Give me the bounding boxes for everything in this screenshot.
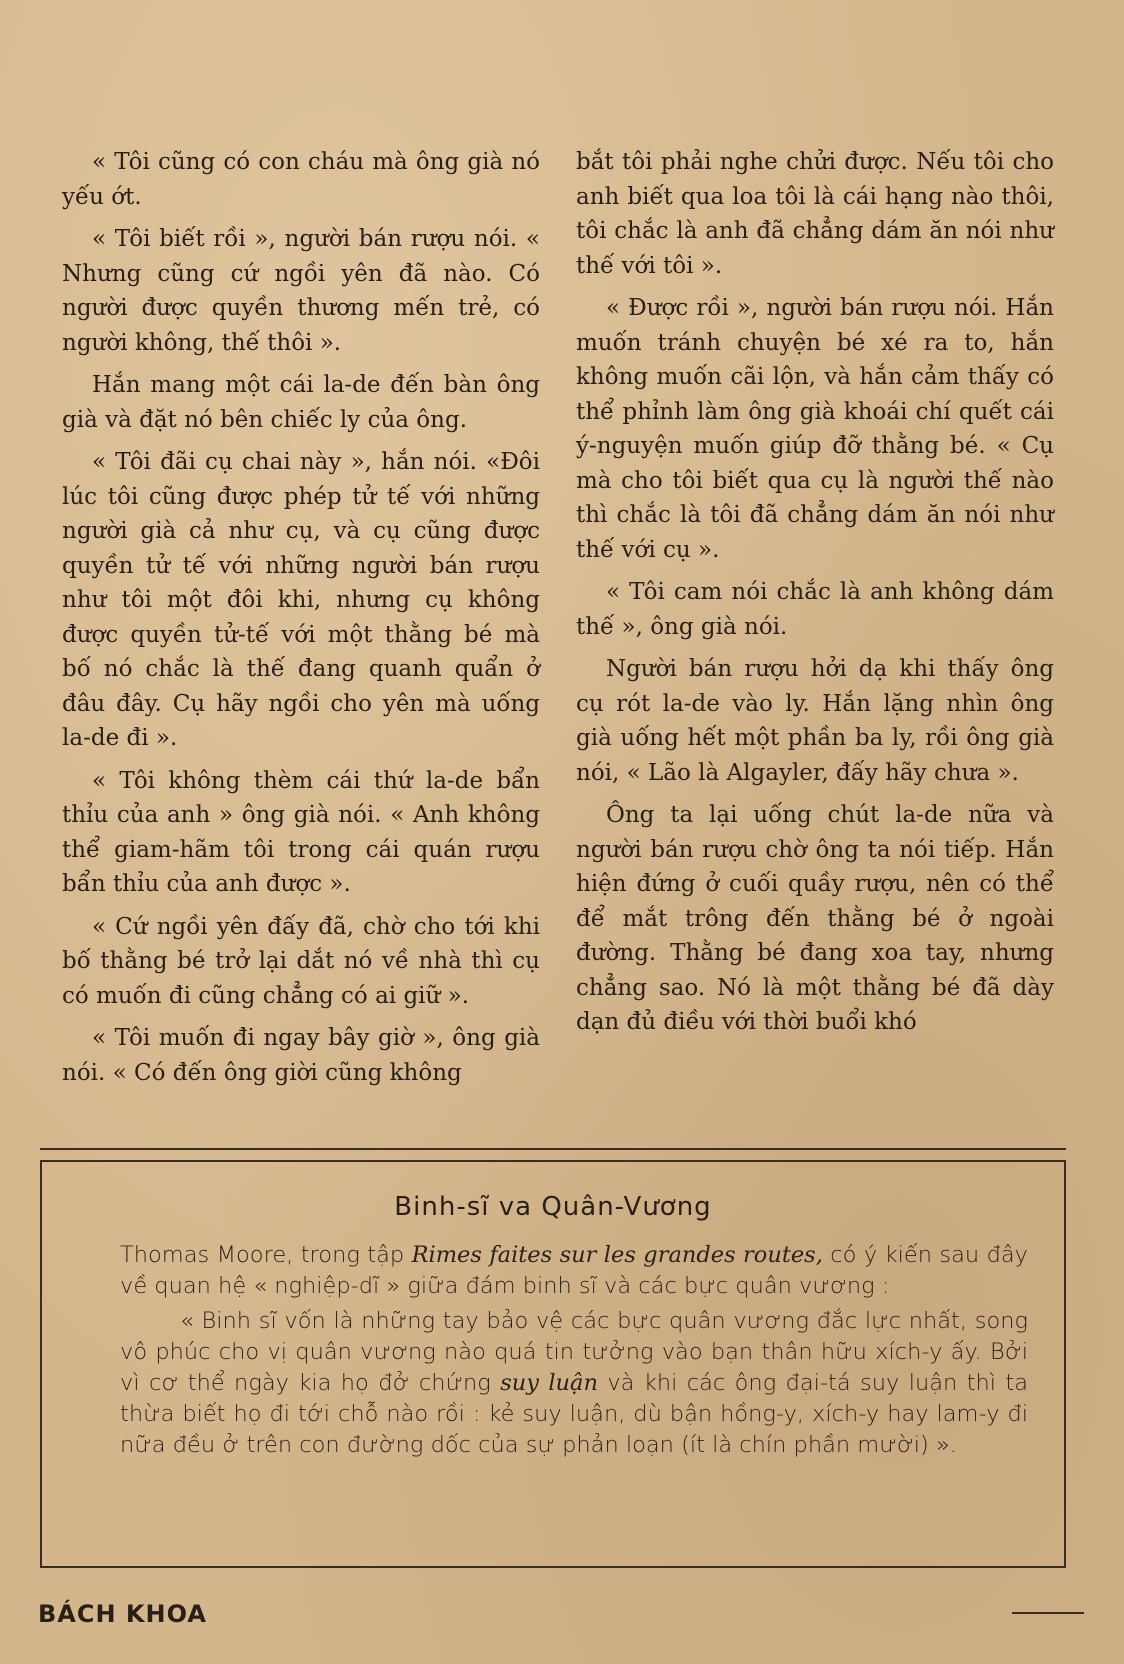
paragraph: « Được rồi », người bán rượu nói. Hắn muốn tránh chuyện bé xé ra to, hắn không muốn cãi lộn, và hắn cảm thấy có thể phỉnh làm ông già khoái chí quết cái ý-nguyện muốn giúp đỡ thằng bé. « Cụ mà cho tôi biết qua cụ là người thế nào thì chắc là tôi đã chẳng dám ăn nói như thế với cụ ».: [576, 295, 1054, 563]
paragraph: Hắn mang một cái la-de đến bàn ông già và đặt nó bên chiếc ly của ông.: [62, 372, 540, 433]
separator-rule: [40, 1148, 1066, 1150]
paragraph: « Tôi đãi cụ chai này », hắn nói. «Đôi lúc tôi cũng được phép tử tế với những người già cả như cụ, và cụ cũng được quyền tử tế với những người bán rượu như tôi một đôi khi, nhưng cụ không được quyền tử-tế với một thằng bé mà bố nó chắc là thế đang quanh quẩn ở đâu đây. Cụ hãy ngồi cho yên mà uống la-de đi ».: [62, 449, 540, 751]
box-paragraph-2: [120, 1306, 1028, 1461]
paragraph: « Tôi cũng có con cháu mà ông già nó yếu ớt.: [62, 149, 540, 210]
paragraph: « Tôi không thèm cái thứ la-de bẩn thỉu của anh » ông già nói. « Anh không thể giam-hãm tôi trong cái quán rượu bẩn thỉu của anh được ».: [62, 767, 540, 897]
emphasis-text: suy luận: [500, 1370, 598, 1396]
paragraph: « Tôi muốn đi ngay bây giờ », ông già nói. « Có đến ông giời cũng không: [62, 1025, 540, 1086]
box-body: [120, 1240, 1028, 1465]
paragraph: Ông ta lại uống chút la-de nữa và người bán rượu chờ ông ta nói tiếp. Hắn hiện đứng ở cuối quầy rượu, nên có thể để mắt trông đến thằng bé ở ngoài đường. Thằng bé đang xoa tay, nhưng chẳng sao. Nó là một thằng bé đã dày dạn đủ điều với thời buổi khó: [576, 802, 1054, 1035]
page-header-mark: [470, 78, 620, 102]
box-paragraph-1: [120, 1240, 1028, 1302]
box-para2-text: « Binh sĩ vốn là những tay bảo vệ các bực quân vương đắc lực nhất, song vô phúc cho vị quân vương nào quá tin tưởng vào bạn thân hữu xích-y ấy. Bởi vì cơ thể ngày kia họ đở chứng: [120, 1308, 1028, 1396]
book-title: Rimes faites sur les grandes routes,: [411, 1242, 823, 1268]
paragraph: « Cứ ngồi yên đấy đã, chờ cho tới khi bố thằng bé trở lại dắt nó về nhà thì cụ có muốn đi cũng chẳng có ai giữ ».: [62, 913, 540, 1009]
box-para1-text: Thomas Moore, trong tập: [120, 1242, 412, 1268]
paragraph: « Tôi cam nói chắc là anh không dám thế », ông già nói.: [576, 579, 1054, 640]
page-number-rule: [1012, 1612, 1084, 1614]
sidebar-box: [40, 1160, 1066, 1568]
publication-name: BÁCH KHOA: [38, 1600, 207, 1628]
paragraph: « Tôi biết rồi », người bán rượu nói. « Nhưng cũng cứ ngồi yên đã nào. Có người được quyền thương mến trẻ, có người không, thế thôi ».: [62, 226, 540, 356]
paragraph: bắt tôi phải nghe chửi được. Nếu tôi cho anh biết qua loa tôi là cái hạng nào thôi, tôi chắc là anh đã chẳng dám ăn nói như thế với tôi ».: [576, 149, 1054, 279]
right-column: [576, 145, 1054, 1048]
box-title: Binh-sĩ va Quân-Vương: [394, 1192, 712, 1222]
paragraph: Người bán rượu hởi dạ khi thấy ông cụ rót la-de vào ly. Hắn lặng nhìn ông già uống hết một phần ba ly, rồi ông già nói, « Lão là Algayler, đấy hãy chưa ».: [576, 656, 1054, 786]
left-column: [62, 145, 540, 1098]
box-para1-text-end: có ý kiến sau đây về quan hệ « nghiệp-dĩ » giữa đám binh sĩ và các bực quân vương :: [120, 1242, 1028, 1299]
box-para2-text-end: và khi các ông đại-tá suy luận thì ta thừa biết họ đi tới chỗ nào rồi : kẻ suy luận, dù bận hồng-y, xích-y hay lam-y đi nữa đều ở trên con đường dốc của sự phản loạn (ít là chín phần mười) ».: [120, 1370, 1029, 1458]
